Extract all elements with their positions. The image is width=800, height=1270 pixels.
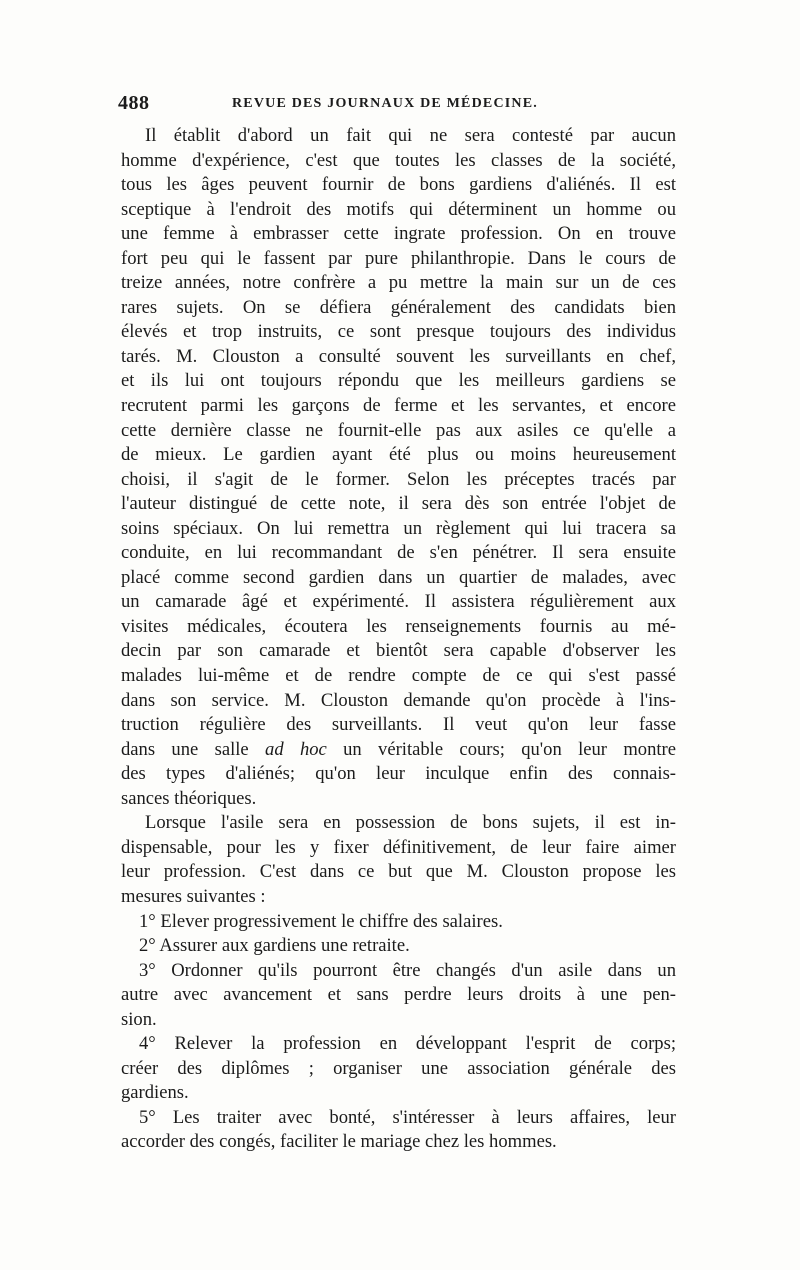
text-line: Lorsque l'asile sera en possession de bons sujets, il est in-: [145, 812, 676, 834]
text-line: decin par son camarade et bientôt sera capable d'observer les: [121, 640, 676, 662]
text-line: homme d'expérience, c'est que toutes les classes de la société,: [121, 149, 676, 171]
text-line: sion.: [121, 1008, 157, 1030]
text-line: treize années, notre confrère a pu mettre la main sur un de ces: [121, 272, 676, 294]
text-line: malades lui-même et de rendre compte de ce qui s'est passé: [121, 665, 676, 687]
text-line: tarés. M. Clouston a consulté souvent les surveillants en chef,: [121, 345, 676, 367]
text-line: accorder des congés, faciliter le mariage chez les hommes.: [121, 1131, 557, 1153]
text-line: rares sujets. On se défiera généralement des candidats bien: [121, 296, 676, 318]
text-line: recrutent parmi les garçons de ferme et les servantes, et encore: [121, 395, 676, 417]
text-line: élevés et trop instruits, ce sont presque toujours des individus: [121, 321, 676, 343]
italic-phrase: ad hoc: [265, 738, 327, 760]
page-number: 488: [118, 92, 150, 114]
text-line: autre avec avancement et sans perdre leurs droits à une pen-: [121, 984, 676, 1006]
text-line: choisi, il s'agit de le former. Selon les préceptes tracés par: [121, 468, 676, 490]
list-item: 1° Elever progressivement le chiffre des salaires.: [139, 910, 503, 932]
text-line: gardiens.: [121, 1082, 189, 1104]
text-line: des types d'aliénés; qu'on leur inculque enfin des connais-: [121, 763, 676, 785]
list-item: 2° Assurer aux gardiens une retraite.: [139, 935, 410, 957]
body-text: [121, 124, 676, 1155]
text-line: soins spéciaux. On lui remettra un règlement qui lui tracera sa: [121, 517, 676, 539]
text-line: et ils lui ont toujours répondu que les meilleurs gardiens se: [121, 370, 676, 392]
text-line: conduite, en lui recommandant de s'en pénétrer. Il sera ensuite: [121, 542, 676, 564]
text-line: dans une salle ad hoc un véritable cours; qu'on leur montre: [121, 738, 676, 760]
text-line: fort peu qui le fassent par pure philanthropie. Dans le cours de: [121, 247, 676, 269]
text-line: truction régulière des surveillants. Il veut qu'on leur fasse: [121, 714, 676, 736]
list-item: 4° Relever la profession en développant l'esprit de corps;: [139, 1033, 676, 1055]
text-line: une femme à embrasser cette ingrate profession. On en trouve: [121, 223, 676, 245]
text-line: tous les âges peuvent fournir de bons gardiens d'aliénés. Il est: [121, 174, 676, 196]
text-line: Il établit d'abord un fait qui ne sera contesté par aucun: [145, 125, 676, 146]
page-header: [118, 92, 678, 116]
text-line: placé comme second gardien dans un quartier de malades, avec: [121, 566, 676, 588]
text-line: dans son service. M. Clouston demande qu'on procède à l'ins-: [121, 689, 676, 711]
text-line: cette dernière classe ne fournit-elle pas aux asiles ce qu'elle a: [121, 419, 676, 441]
text-line: sances théoriques.: [121, 787, 257, 809]
text-line: dispensable, pour les y fixer définitivement, de leur faire aimer: [121, 836, 676, 858]
text-line: visites médicales, écoutera les renseignements fournis au mé-: [121, 615, 676, 637]
text-line: de mieux. Le gardien ayant été plus ou moins heureusement: [121, 444, 676, 466]
list-item: 5° Les traiter avec bonté, s'intéresser à leurs affaires, leur: [139, 1106, 676, 1128]
list-item: 3° Ordonner qu'ils pourront être changés d'un asile dans un: [139, 959, 676, 981]
text-line: leur profession. C'est dans ce but que M. Clouston propose les: [121, 861, 676, 883]
text-line: l'auteur distingué de cette note, il sera dès son entrée l'objet de: [121, 493, 676, 515]
text-line: un camarade âgé et expérimenté. Il assistera régulièrement aux: [121, 591, 676, 613]
text-line: sceptique à l'endroit des motifs qui déterminent un homme ou: [121, 198, 676, 220]
text-line: mesures suivantes :: [121, 885, 266, 907]
running-head: REVUE DES JOURNAUX DE MÉDECINE.: [232, 96, 538, 111]
text-line: créer des diplômes ; organiser une association générale des: [121, 1057, 676, 1079]
